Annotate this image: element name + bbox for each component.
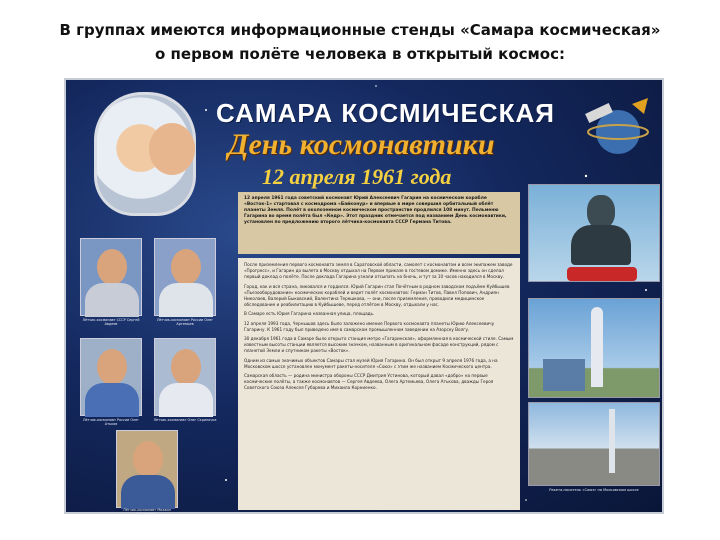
portrait-caption: Лётчик-космонавт Олег Скрипочка [153,418,217,422]
caption-line-1: В группах имеются информационные стенды «Самара космическая» [59,21,661,39]
gagarin-monument-photo [528,184,660,282]
text-paragraph: 30 декабря 1961 года в Самаре было открыто станция метро «Гагаринская», оформленная в космической стиле. Самым известным высоты станции является высоким значком, названным в оригинальном фасаде конструкций, рядом с планетой Земли и спутником ракеты «Восток». [244,336,514,354]
text-paragraph: Город, как и вся страна, ликовался и гордился. Юрий Гагарин стал Почётным в родном заводском подъёме Куйбышев «Пьезооборудование» космических кораблей и ведет полёт космонавтов: Герман Титов, Павел Попович, Андриян Николаев, Валерий Быковский, Валентина Терешкова, — они, после приземления, проводили медицинское обследование и реабилитацию в Куйбышеве, перед отлётом в Москву, отдыхали у нас. [244,283,510,308]
cosmonaut-portrait [154,238,216,316]
poster-subtitle: День космонавтики [228,128,495,161]
intro-text-block: 12 апреля 1961 года советский космонавт Юрий Алексеевич Гагарин на космическом корабле «Восток-1» стартовал с космодрома «Байконур» и впервые в мире совершил орбитальный облёт планеты Земля. Полёт в околоземном космическом пространстве продлился 108 минут. Пельменю Гагарина во время полёта был «Кедр». Этот праздник отмечается под названием День космонавтики, установлен по предложению второго лётчика-космонавта СССР Германа Титова. [238,192,520,254]
text-paragraph: После приземления первого космонавта земля в Саратовской области, самолет с космонавтом и всем экипажем заводе «Прогресс», и Гагарин до вылета в Москву отдыхал на Первом приказе в гостевом домике. Именно здесь он сделал первый доклад о полёте. После доклада Гагарина узнали отсыпать на 6ночь, и тут за 10 часов находился в Москву. [244,262,513,280]
portrait-caption: Лётчик-космонавт Михаил Корниенко [123,508,171,517]
caption-line-2: о первом полёте человека в открытый космос: [155,45,565,63]
street-monument-photo [528,402,660,486]
text-paragraph: Самарская область — родина министра обороны СССР Дмитрия Устинова, который давал «добро» на первые космические полёты, а также космонавтов — Сергея Авдеева, Олега Артемьева, Олега Атькова, дважды Героя Советского Союза Алексея Губарева и Михаила Корниенко. [244,373,494,391]
rocket-monument-photo [528,298,660,398]
portrait-caption: Лётчик-космонавт России Олег Атьков [82,418,140,427]
page-caption [0,18,720,66]
poster-title: САМАРА КОСМИЧЕСКАЯ [216,98,555,128]
text-paragraph: Одним из самых значимых объектов Самары стал музей Юрия Гагарина. Он был открыт 9 апреля 1976 года, а на Московском шоссе установлен монумент ракеты-носителя «Союз» с этим же названием Космического центра. [244,357,498,369]
photo-caption: Ракета-носитель «Союз» на Московском шоссе [549,488,639,492]
cosmonaut-portrait [80,238,142,316]
poster-date: 12 апреля 1961 года [262,164,452,189]
info-poster [64,78,664,517]
portrait-caption: Лётчик-космонавт России Олег Артемьев [156,318,214,327]
text-paragraph: 12 апреля 1993 года, Чернышов здесь было заложено имение Первого космонавта планеты Юрию Алексеевичу Гагарину. К 1961 году был приведено имя в самарском промышленном заведении на Азорску Волгу. [244,320,495,332]
portrait-caption: Лётчик-космонавт СССР Сергей Авдеев [82,318,140,327]
cosmonaut-face [149,123,195,175]
cosmonaut-helmet-image [94,92,196,216]
text-paragraph: В Самаре есть Юрия Гагарина названная улица, площадь. [244,311,375,317]
cosmonaut-portrait [154,338,216,416]
cosmonaut-portrait [116,430,178,508]
main-text-column [238,258,520,510]
cosmonaut-portrait [80,338,142,416]
